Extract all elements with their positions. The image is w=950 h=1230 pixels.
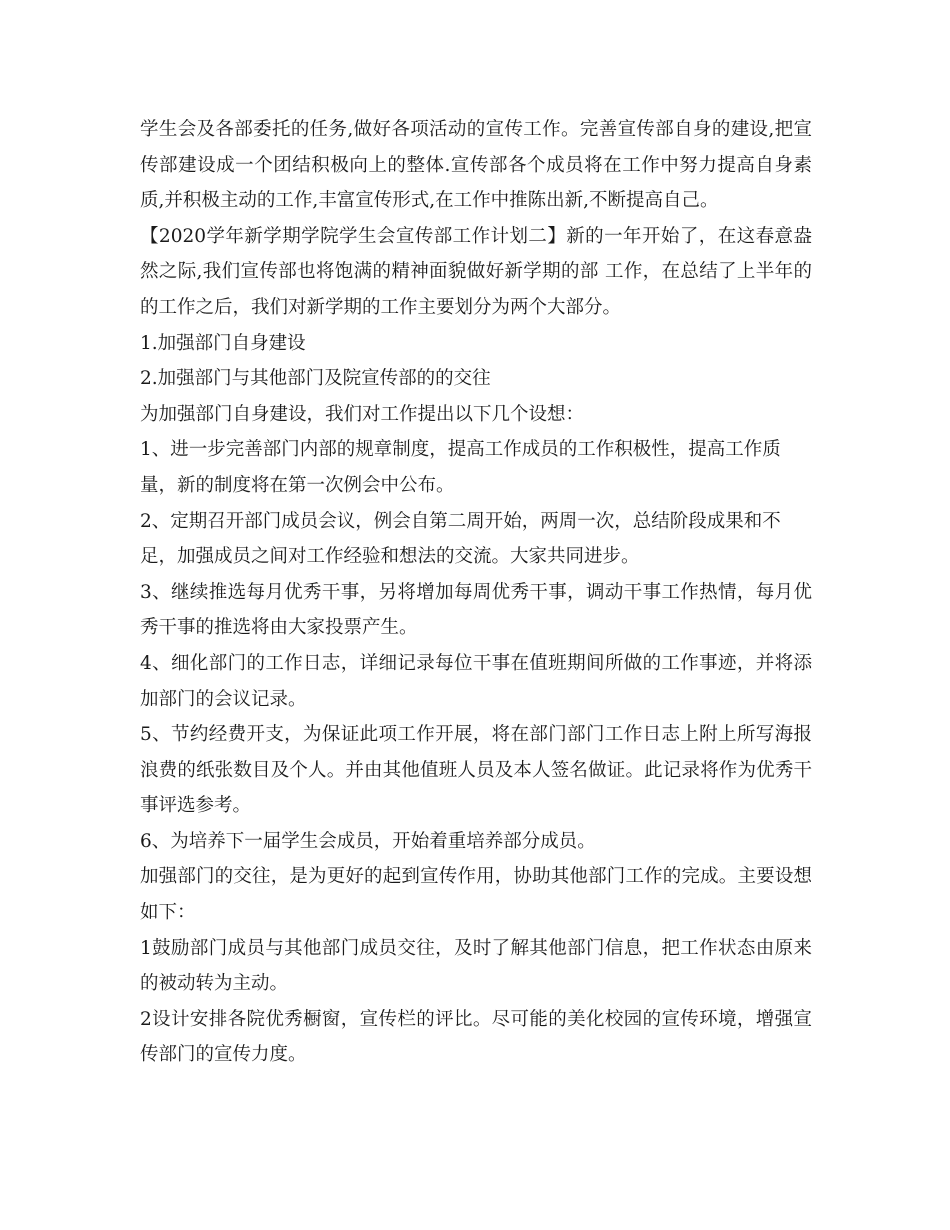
text-line: 秀干事的推选将由大家投票产生。 bbox=[140, 617, 418, 639]
text-line: 2设计安排各院优秀橱窗，宣传栏的评比。尽可能的美化校园的宣传环境，增强宣 bbox=[140, 1008, 812, 1030]
text-line: 加部门的会议记录。 bbox=[140, 688, 307, 710]
text-line: 学生会及各部委托的任务,做好各项活动的宣传工作。完善宣传部自身的建设,把宣 bbox=[140, 119, 812, 140]
text-line: 5、节约经费开支，为保证此项工作开展，将在部门部门工作日志上附上所写海报 bbox=[140, 724, 812, 746]
text-line: 1、进一步完善部门内部的规章制度，提高工作成员的工作积极性，提高工作质 bbox=[140, 439, 781, 461]
text-line: 足，加强成员之间对工作经验和想法的交流。大家共同进步。 bbox=[140, 546, 640, 568]
document-body bbox=[140, 112, 812, 1073]
text-line: 【2020学年新学期学院学生会宣传部工作计划二】新的一年开始了，在这春意盎 bbox=[140, 225, 812, 247]
text-line: 的工作之后，我们对新学期的工作主要划分为两个大部分。 bbox=[140, 296, 622, 318]
text-line: 传部建设成一个团结积极向上的整体.宣传部各个成员将在工作中努力提高自身素 bbox=[140, 154, 812, 176]
text-line: 质,并积极主动的工作,丰富宣传形式,在工作中推陈出新,不断提高自己。 bbox=[140, 190, 719, 212]
text-line: 3、继续推选每月优秀干事，另将增加每周优秀干事，调动干事工作热情，每月优 bbox=[140, 581, 812, 603]
text-line: 的被动转为主动。 bbox=[140, 973, 289, 995]
text-line: 4、细化部门的工作日志，详细记录每位干事在值班期间所做的工作事迹，并将添 bbox=[140, 652, 812, 674]
text-line: 2、定期召开部门成员会议，例会自第二周开始，两周一次，总结阶段成果和不 bbox=[140, 510, 781, 532]
text-line: 加强部门的交往，是为更好的起到宣传作用，协助其他部门工作的完成。主要设想 bbox=[140, 866, 812, 888]
text-line: 量，新的制度将在第一次例会中公布。 bbox=[140, 474, 455, 496]
text-line: 事评选参考。 bbox=[140, 795, 252, 817]
text-line: 浪费的纸张数目及个人。并由其他值班人员及本人签名做证。此记录将作为优秀干 bbox=[140, 759, 812, 781]
text-line: 传部门的宣传力度。 bbox=[140, 1044, 307, 1066]
text-line: 6、为培养下一届学生会成员，开始着重培养部分成员。 bbox=[140, 830, 596, 852]
text-line: 1.加强部门自身建设 bbox=[140, 332, 306, 354]
text-line: 为加强部门自身建设，我们对工作提出以下几个设想： bbox=[140, 403, 585, 425]
text-line: 然之际,我们宣传部也将饱满的精神面貌做好新学期的部 工作，在总结了上半年的 bbox=[140, 261, 812, 283]
text-line: 1鼓励部门成员与其他部门成员交往，及时了解其他部门信息，把工作状态由原来 bbox=[140, 937, 812, 959]
text-line: 如下： bbox=[140, 902, 196, 924]
text-line: 2.加强部门与其他部门及院宣传部的的交往 bbox=[140, 368, 491, 390]
